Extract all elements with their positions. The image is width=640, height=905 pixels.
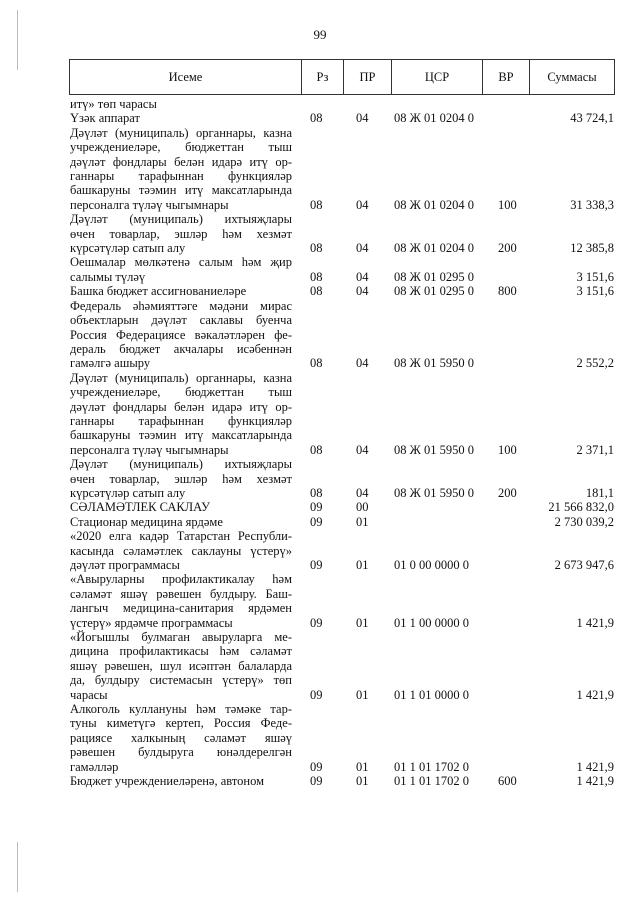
row-name-line: рәвешен булдыруга юнәлдерелгән — [70, 745, 292, 760]
row-rz: 09 — [310, 500, 323, 515]
table-row — [70, 500, 616, 514]
row-sum: 2 730 039,2 — [554, 514, 614, 529]
row-name-line: «Йогышлы булмаган авыруларга ме- — [70, 630, 292, 645]
row-pr: 01 — [356, 774, 369, 789]
row-sum: 31 338,3 — [570, 197, 614, 212]
row-name-line: чарасы — [70, 687, 108, 702]
row-sum: 21 566 832,0 — [548, 500, 614, 515]
table-row — [70, 255, 616, 284]
row-pr: 04 — [356, 111, 369, 126]
row-rz: 09 — [310, 687, 323, 702]
row-name-line: дәүләт фондлары белән идарә итү ор- — [70, 154, 292, 169]
row-pr: 01 — [356, 759, 369, 774]
row-name-line: Дәүләт (муниципаль) органнары, казна — [70, 125, 292, 140]
row-name-line: «Авыруларны профилактикалау һәм — [70, 572, 292, 587]
row-sum: 181,1 — [585, 485, 614, 500]
row-vr: 800 — [498, 284, 517, 299]
row-csr: 01 1 01 0000 0 — [394, 687, 469, 702]
row-vr: 100 — [498, 442, 517, 457]
row-name-line: өчен товарлар, эшләр һәм хезмәт — [70, 226, 292, 241]
table-row — [70, 126, 616, 212]
row-vr — [485, 572, 532, 630]
row-vr — [485, 97, 532, 111]
row-sum: 43 724,1 — [570, 111, 614, 126]
row-name-line: дицина профилактикасы һәм сәламәт — [70, 644, 292, 659]
row-name-line: да, булдыру системасын үстерү» төп — [70, 673, 292, 688]
row-name-line: гамәлгә ашыру — [70, 356, 151, 371]
row-vr — [485, 529, 532, 572]
row-name-line: учреждениеләре, бюджеттан тыш — [70, 140, 292, 155]
row-vr — [485, 515, 532, 529]
row-sum: 3 151,6 — [576, 269, 614, 284]
table-row — [70, 299, 616, 371]
row-sum — [532, 97, 616, 111]
row-name — [70, 457, 292, 500]
row-name-line: дераль бюджет акчалары исәбеннән — [70, 341, 292, 356]
row-name — [70, 774, 292, 788]
margin-mark — [17, 10, 18, 70]
row-name-line: «2020 елга кадәр Татарстан Республи- — [70, 529, 292, 544]
page-number: 99 — [313, 27, 327, 42]
row-pr: 04 — [356, 241, 369, 256]
row-name-line: яшәү рәвешен, шул исәптән балаларда — [70, 658, 292, 673]
row-name — [70, 97, 292, 111]
row-vr: 200 — [498, 485, 517, 500]
row-csr: 08 Ж 01 5950 0 — [394, 442, 474, 457]
row-name — [70, 515, 292, 529]
row-name — [70, 299, 292, 371]
row-name-line: күрсәтүләр сатып алу — [70, 241, 186, 256]
row-name-line: Федераль әһәмияттәге мәдәни мирас — [70, 298, 292, 313]
row-csr: 08 Ж 01 5950 0 — [394, 485, 474, 500]
row-sum: 3 151,6 — [576, 284, 614, 299]
table-row — [70, 457, 616, 500]
row-name-line: объектларын дәүләт саклавы буенча — [70, 313, 292, 328]
header-vr: ВР — [483, 60, 530, 94]
row-name-line: сәламәт яшәү рәвешен булдыру. Баш- — [70, 586, 292, 601]
row-rz: 08 — [310, 485, 323, 500]
row-pr: 04 — [356, 356, 369, 371]
row-name — [70, 630, 292, 702]
row-csr: 08 Ж 01 0204 0 — [394, 241, 474, 256]
table-body — [70, 97, 616, 789]
row-name-line: рациясе халкының сәламәт яшәү — [70, 730, 292, 745]
row-name-line: Алкоголь куллануны һәм тәмәке тар- — [70, 702, 292, 717]
row-name-line: башкаруны тәэмин итү максатларында — [70, 428, 292, 443]
row-vr — [485, 111, 532, 125]
table-row — [70, 515, 616, 529]
row-name-line: Россия Федерациясе вәкаләтләрен фе- — [70, 327, 292, 342]
row-name — [70, 529, 292, 572]
row-name-line: салымы түләү — [70, 269, 146, 284]
row-vr — [485, 630, 532, 702]
row-pr — [344, 97, 394, 111]
row-name-line: Дәүләт (муниципаль) ихтыяҗлары — [70, 212, 292, 227]
row-rz: 08 — [310, 284, 323, 299]
row-pr: 04 — [356, 197, 369, 212]
row-name-line: персоналга түләү чыгымнары — [70, 442, 229, 457]
row-name-line: Бюджет учреждениеләренә, автоном — [70, 774, 265, 789]
row-vr: 600 — [498, 774, 517, 789]
row-name — [70, 500, 292, 514]
table-row — [70, 284, 616, 298]
table-header — [69, 59, 615, 95]
header-pr: ПР — [344, 60, 392, 94]
row-name — [70, 284, 292, 298]
row-rz: 09 — [310, 759, 323, 774]
row-pr: 04 — [356, 485, 369, 500]
row-name — [70, 255, 292, 284]
row-pr: 01 — [356, 615, 369, 630]
row-rz: 08 — [310, 269, 323, 284]
row-name-line: Башка бюджет ассигнованиеләре — [70, 284, 247, 299]
row-rz: 08 — [310, 197, 323, 212]
row-sum: 1 421,9 — [576, 615, 614, 630]
row-pr: 04 — [356, 442, 369, 457]
row-name-line: туны киметүгә кертеп, Россия Феде- — [70, 716, 292, 731]
row-csr: 01 1 01 1702 0 — [394, 774, 469, 789]
row-name-line: ганнары тарафыннан функцияләр — [70, 413, 292, 428]
row-csr: 08 Ж 01 5950 0 — [394, 356, 474, 371]
header-csr: ЦСР — [392, 60, 483, 94]
row-rz: 08 — [310, 111, 323, 126]
table-row — [70, 702, 616, 774]
table-row — [70, 529, 616, 572]
row-name-line: дәүләт фондлары белән идарә итү ор- — [70, 399, 292, 414]
row-name — [70, 126, 292, 212]
table-row — [70, 774, 616, 788]
row-name — [70, 572, 292, 630]
row-name-line: учреждениеләре, бюджеттан тыш — [70, 385, 292, 400]
row-csr: 08 Ж 01 0295 0 — [394, 269, 474, 284]
row-csr: 08 Ж 01 0204 0 — [394, 111, 474, 126]
row-vr — [485, 702, 532, 774]
row-name-line: касында сәламәтлек саклауны үстерү» — [70, 543, 292, 558]
row-pr: 01 — [356, 514, 369, 529]
row-sum: 1 421,9 — [576, 687, 614, 702]
row-name — [70, 371, 292, 457]
row-name-line: үстерү» ярдәмче программасы — [70, 615, 233, 630]
row-sum: 2 552,2 — [576, 356, 614, 371]
header-rz: Рз — [302, 60, 344, 94]
header-sum: Суммасы — [547, 69, 597, 84]
row-rz: 09 — [310, 615, 323, 630]
row-sum: 2 371,1 — [576, 442, 614, 457]
table-row — [70, 111, 616, 125]
row-rz: 09 — [310, 774, 323, 789]
row-csr: 01 1 00 0000 0 — [394, 615, 469, 630]
row-pr: 04 — [356, 284, 369, 299]
row-name-line: Оешмалар мөлкәтенә салым һәм җир — [70, 255, 292, 270]
row-vr — [485, 500, 532, 514]
row-name-line: СӘЛАМӘТЛЕК САКЛАУ — [70, 500, 210, 515]
header-name: Исеме — [70, 60, 302, 94]
row-pr: 01 — [356, 558, 369, 572]
row-name-line: персоналга түләү чыгымнары — [70, 197, 229, 212]
row-pr: 04 — [356, 269, 369, 284]
row-vr — [485, 299, 532, 371]
row-csr — [394, 97, 485, 111]
row-sum: 2 673 947,6 — [554, 558, 614, 572]
row-name — [70, 702, 292, 774]
row-rz: 09 — [310, 514, 323, 529]
row-pr: 01 — [356, 687, 369, 702]
margin-mark — [17, 842, 18, 892]
row-name-line: Дәүләт (муниципаль) ихтыяҗлары — [70, 457, 292, 472]
row-name-line: Дәүләт (муниципаль) органнары, казна — [70, 370, 292, 385]
row-name — [70, 212, 292, 255]
row-rz: 08 — [310, 241, 323, 256]
table-row — [70, 97, 616, 111]
row-csr: 01 1 01 1702 0 — [394, 759, 469, 774]
table-row — [70, 630, 616, 702]
row-name-line: Стационар медицина ярдәме — [70, 514, 223, 529]
row-name — [70, 111, 292, 125]
table-row — [70, 371, 616, 457]
row-pr: 00 — [356, 500, 369, 515]
row-sum: 1 421,9 — [576, 759, 614, 774]
row-vr: 200 — [498, 241, 517, 256]
row-sum: 1 421,9 — [576, 774, 614, 789]
row-name-line: итү» төп чарасы — [70, 97, 157, 111]
row-sum: 12 385,8 — [570, 241, 614, 256]
table-row — [70, 212, 616, 255]
row-name-line: дәүләт программасы — [70, 558, 180, 572]
row-rz — [292, 97, 344, 111]
row-csr — [394, 500, 485, 514]
table-row — [70, 572, 616, 630]
row-vr — [485, 255, 532, 284]
row-rz: 08 — [310, 442, 323, 457]
row-csr: 01 0 00 0000 0 — [394, 558, 469, 572]
row-name-line: Үзәк аппарат — [70, 111, 140, 126]
row-rz: 09 — [310, 558, 323, 572]
row-rz: 08 — [310, 356, 323, 371]
row-name-line: ганнары тарафыннан функцияләр — [70, 169, 292, 184]
row-vr: 100 — [498, 197, 517, 212]
row-csr: 08 Ж 01 0204 0 — [394, 197, 474, 212]
row-name-line: гамәлләр — [70, 759, 119, 774]
row-name-line: күрсәтүләр сатып алу — [70, 485, 186, 500]
row-csr — [394, 515, 485, 529]
row-name-line: өчен товарлар, эшләр һәм хезмәт — [70, 471, 292, 486]
row-csr: 08 Ж 01 0295 0 — [394, 284, 474, 299]
row-name-line: лангыч медицина-санитария ярдәмен — [70, 601, 292, 616]
row-name-line: башкаруны тәэмин итү максатларында — [70, 183, 292, 198]
